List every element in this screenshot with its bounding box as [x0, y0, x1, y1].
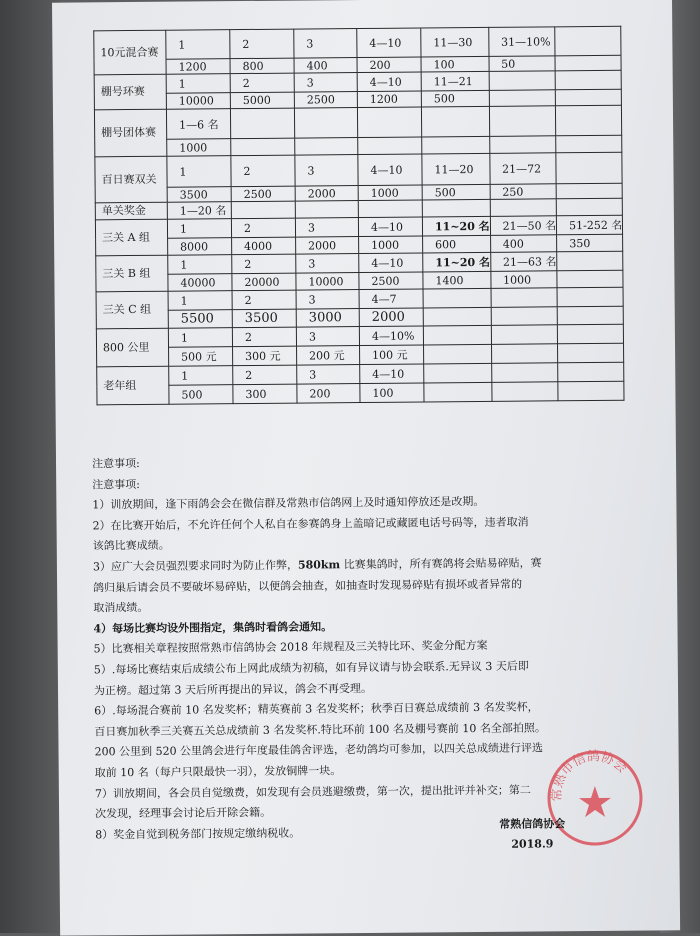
table-cell — [295, 201, 358, 219]
table-cell — [491, 307, 558, 326]
notes-heading: 注意事项: — [92, 477, 140, 491]
category-cell: 老年组 — [97, 366, 169, 405]
table-cell: 2 — [230, 73, 294, 93]
seal-text: 常熟市信鸽协会 — [549, 749, 630, 802]
table-cell: 3 — [297, 365, 360, 385]
category-cell: 单关奖金 — [95, 202, 167, 220]
prize-table — [93, 26, 625, 406]
note-2: 2）在比赛开始后，不允许任何个人私自在参赛鸽身上盖暗记或藏匿电话号码等，违者取消 — [92, 515, 529, 533]
table-cell: 500 — [422, 184, 490, 200]
notes-heading: 注意事项: — [91, 456, 140, 471]
table-cell: 21—50 名 — [490, 216, 557, 236]
note-4: 4）每场比赛均设外围指定，集鸽时看鸽会通知。 — [93, 620, 333, 636]
table-cell: 4—10% — [359, 326, 423, 346]
table-cell — [423, 288, 491, 308]
note-6-cont: 百日赛加秋季三关赛五关总成绩前 3 名发奖杯.特比环前 100 名及棚号赛前 10 名全部拍照。 — [94, 721, 546, 739]
table-cell — [423, 307, 491, 326]
table-cell: 200 元 — [297, 346, 360, 366]
table-cell: 10000 — [166, 93, 230, 110]
table-cell: 1200 — [166, 59, 230, 75]
note-2-cont: 该鸽比赛成绩。 — [92, 539, 170, 553]
table-cell — [424, 382, 492, 402]
table-cell: 1 — [169, 366, 233, 386]
table-cell — [424, 344, 492, 364]
table-cell: 2 — [231, 218, 295, 238]
table-cell: 3 — [296, 254, 359, 274]
note-6: 6）.每场混合赛前 10 名发奖杯；精英赛前 3 名发奖杯；秋季百日赛总成绩前 3 名发奖杯， — [94, 700, 539, 718]
table-cell: 500 — [421, 90, 489, 107]
table-cell — [421, 106, 489, 137]
table-cell: 1—6 名 — [166, 109, 230, 140]
table-cell: 1200 — [357, 91, 421, 108]
table-cell: 40000 — [168, 274, 232, 292]
table-cell: 1 — [167, 156, 231, 188]
table-cell — [230, 108, 294, 139]
table-cell — [358, 200, 422, 218]
table-cell — [231, 138, 295, 156]
table-cell: 3500 — [167, 187, 231, 203]
table-cell: 350 — [557, 234, 623, 252]
table-cell: 4—10 — [360, 364, 424, 384]
table-cell: 300 元 — [233, 346, 297, 366]
table-cell: 21—63 名 — [490, 252, 557, 272]
table-cell — [489, 136, 556, 154]
table-cell: 10000 — [296, 273, 359, 291]
table-cell: 50 — [489, 56, 556, 72]
table-cell: 3 — [295, 218, 358, 238]
table-cell: 2 — [233, 365, 297, 385]
table-cell: 11~20 名 — [422, 216, 490, 236]
table-cell: 500 元 — [169, 347, 233, 367]
background-left — [0, 0, 60, 933]
table-cell: 3 — [296, 290, 359, 310]
table-cell — [491, 344, 558, 364]
table-cell: 1000 — [358, 185, 422, 201]
note-1: 1）训放期间，逢下雨鸽会会在微信群及常熟市信鸽网上及时通知停放还是改期。 — [92, 495, 485, 512]
table-cell: 4—10 — [357, 72, 421, 92]
note-8: 8）奖金自觉到税务部门按规定缴纳税收。 — [95, 826, 301, 842]
table-cell — [422, 136, 490, 154]
note-3-cont: 取消成绩。 — [93, 601, 149, 615]
table-cell: 2 — [230, 29, 294, 59]
table-cell: 2000 — [359, 308, 423, 327]
table-cell — [294, 108, 357, 139]
table-cell: 1 — [167, 219, 231, 239]
table-cell: 1 — [168, 328, 232, 348]
table-cell: 3 — [294, 29, 357, 59]
category-cell: 百日赛双关 — [95, 156, 167, 203]
table-cell: 3 — [295, 155, 358, 187]
table-cell — [358, 137, 422, 155]
table-cell: 100 元 — [360, 345, 424, 365]
table-cell: 2 — [232, 290, 296, 310]
table-cell — [491, 325, 558, 345]
table-cell — [556, 105, 622, 136]
category-cell: 三关 A 组 — [95, 219, 167, 256]
table-row — [97, 381, 625, 405]
table-cell — [557, 270, 623, 288]
table-cell — [231, 201, 295, 219]
table-cell: 11—30 — [421, 27, 489, 57]
table-cell: 250 — [490, 184, 557, 200]
table-cell: 2500 — [359, 272, 423, 290]
table-cell: 1 — [166, 74, 230, 94]
table-row — [94, 26, 622, 60]
category-cell: 三关 C 组 — [96, 291, 168, 329]
table-cell — [422, 199, 490, 217]
table-cell: 2 — [231, 155, 295, 187]
table-cell: 11~20 名 — [423, 252, 491, 272]
table-cell — [557, 287, 623, 307]
note-6-cont: 取前 10 名（每户只限最快一羽），发放铜牌一块。 — [94, 764, 342, 780]
table-cell — [558, 362, 624, 382]
table-cell: 300 — [233, 384, 297, 404]
signature-date: 2018.9 — [511, 837, 554, 851]
table-cell: 3500 — [232, 309, 296, 328]
table-cell — [556, 198, 622, 216]
table-cell: 1400 — [423, 271, 491, 289]
table-cell: 4—7 — [359, 289, 423, 309]
table-cell: 2500 — [294, 92, 357, 109]
table-cell — [491, 363, 558, 383]
table-cell — [295, 138, 358, 156]
table-cell: 21—72 — [490, 153, 557, 185]
table-cell — [555, 55, 621, 71]
note-3-cont: 鸽归巢后请会员不要破坏易碎贴，以便鸽会抽查，如抽查时发现易碎贴有损坏或者异常的 — [93, 577, 523, 594]
table-cell — [490, 199, 557, 217]
table-cell — [489, 90, 556, 107]
table-cell: 1000 — [167, 139, 231, 157]
table-cell: 3000 — [296, 309, 359, 328]
note-5b: 5）.每场比赛结束后成绩公布上网此成绩为初稿，如有异议请与协会联系.无异议 3 天后即 — [93, 659, 529, 677]
table-cell — [557, 306, 623, 325]
table-cell: 2000 — [296, 237, 359, 255]
category-cell: 三关 B 组 — [96, 255, 168, 292]
note-5: 5）比赛相关章程按照常熟市信鸽协会 2018 年规程及三关特比环、奖金分配方案 — [93, 639, 488, 656]
table-cell: 200 — [357, 57, 421, 73]
table-cell — [357, 107, 421, 138]
table-cell: 1 — [166, 30, 230, 60]
category-cell: 棚号环赛 — [94, 74, 166, 110]
table-cell: 100 — [421, 56, 489, 72]
table-cell — [424, 363, 492, 383]
note-7-cont: 次发现，经理事会讨论后开除会籍。 — [95, 805, 272, 821]
table-cell: 4000 — [232, 237, 296, 255]
table-cell: 5000 — [230, 92, 294, 109]
category-cell: 10元混合赛 — [94, 30, 166, 75]
table-cell — [556, 183, 622, 199]
table-cell: 3 — [296, 327, 359, 347]
table-row — [95, 152, 623, 188]
table-cell: 2 — [232, 327, 296, 347]
table-cell: 4—10 — [357, 28, 421, 58]
table-cell — [558, 381, 624, 401]
note-7: 7）训放期间，各会员自觉缴费，如发现有会员逃避缴费，第一次，提出批评并补交；第二 — [94, 783, 531, 800]
table-cell — [489, 106, 556, 137]
category-cell: 800 公里 — [96, 328, 168, 367]
table-cell: 11—21 — [421, 71, 489, 91]
note-6-cont: 200 公里到 520 公里鸽会进行年度最佳鸽舍评选，老幼鸽均可参加，以四关总成绩进行评选 — [94, 741, 544, 759]
signature-org: 常熟信鸽协会 — [499, 817, 566, 831]
table-cell: 400 — [294, 58, 357, 74]
table-cell: 1 — [168, 255, 232, 275]
table-cell: 200 — [297, 384, 360, 404]
table-cell: 5500 — [168, 310, 232, 329]
table-cell: 31—10% — [488, 27, 555, 57]
table-cell — [492, 382, 559, 402]
table-cell: 1 — [168, 291, 232, 311]
category-cell: 棚号团体赛 — [94, 109, 166, 157]
table-cell: 11—20 — [422, 153, 490, 185]
table-cell: 800 — [230, 58, 294, 74]
table-cell — [491, 288, 558, 308]
table-cell — [423, 325, 491, 345]
table-cell: 4—10 — [358, 154, 422, 186]
table-cell — [557, 251, 623, 271]
table-cell — [489, 71, 556, 91]
table-cell: 3 — [294, 73, 357, 93]
table-cell: 4—10 — [358, 217, 422, 237]
table-cell: 2 — [232, 254, 296, 274]
table-cell — [558, 324, 624, 344]
table-cell: 1000 — [359, 236, 423, 254]
table-cell — [558, 343, 624, 363]
table-cell: 100 — [360, 383, 424, 403]
table-cell — [555, 89, 621, 106]
table-cell: 500 — [169, 385, 233, 405]
table-cell: 20000 — [232, 273, 296, 291]
note-3: 3）应广大会员强烈要求同时为防止作弊，580km 比赛集鸽时，所有赛鸽将会贴易碎贴，赛 — [92, 556, 542, 574]
table-row — [94, 105, 622, 140]
table-cell: 8000 — [168, 238, 232, 256]
table-cell: 2500 — [231, 186, 295, 202]
signature-block — [499, 814, 565, 855]
document-page — [52, 0, 680, 936]
table-cell: 51-252 名 — [557, 215, 623, 235]
note-5b-cont: 为正榜。超过第 3 天后所再提出的异议，鸽会不再受理。 — [93, 681, 373, 697]
table-cell — [555, 26, 621, 56]
table-cell: 1000 — [491, 271, 558, 289]
table-cell — [556, 135, 622, 153]
table-cell — [555, 70, 621, 90]
table-cell: 4—10 — [359, 253, 423, 273]
table-cell: 600 — [423, 235, 491, 253]
table-cell: 1—20 名 — [167, 202, 231, 220]
table-cell: 2000 — [295, 186, 358, 202]
table-cell: 400 — [490, 235, 557, 253]
table-cell — [556, 152, 622, 184]
